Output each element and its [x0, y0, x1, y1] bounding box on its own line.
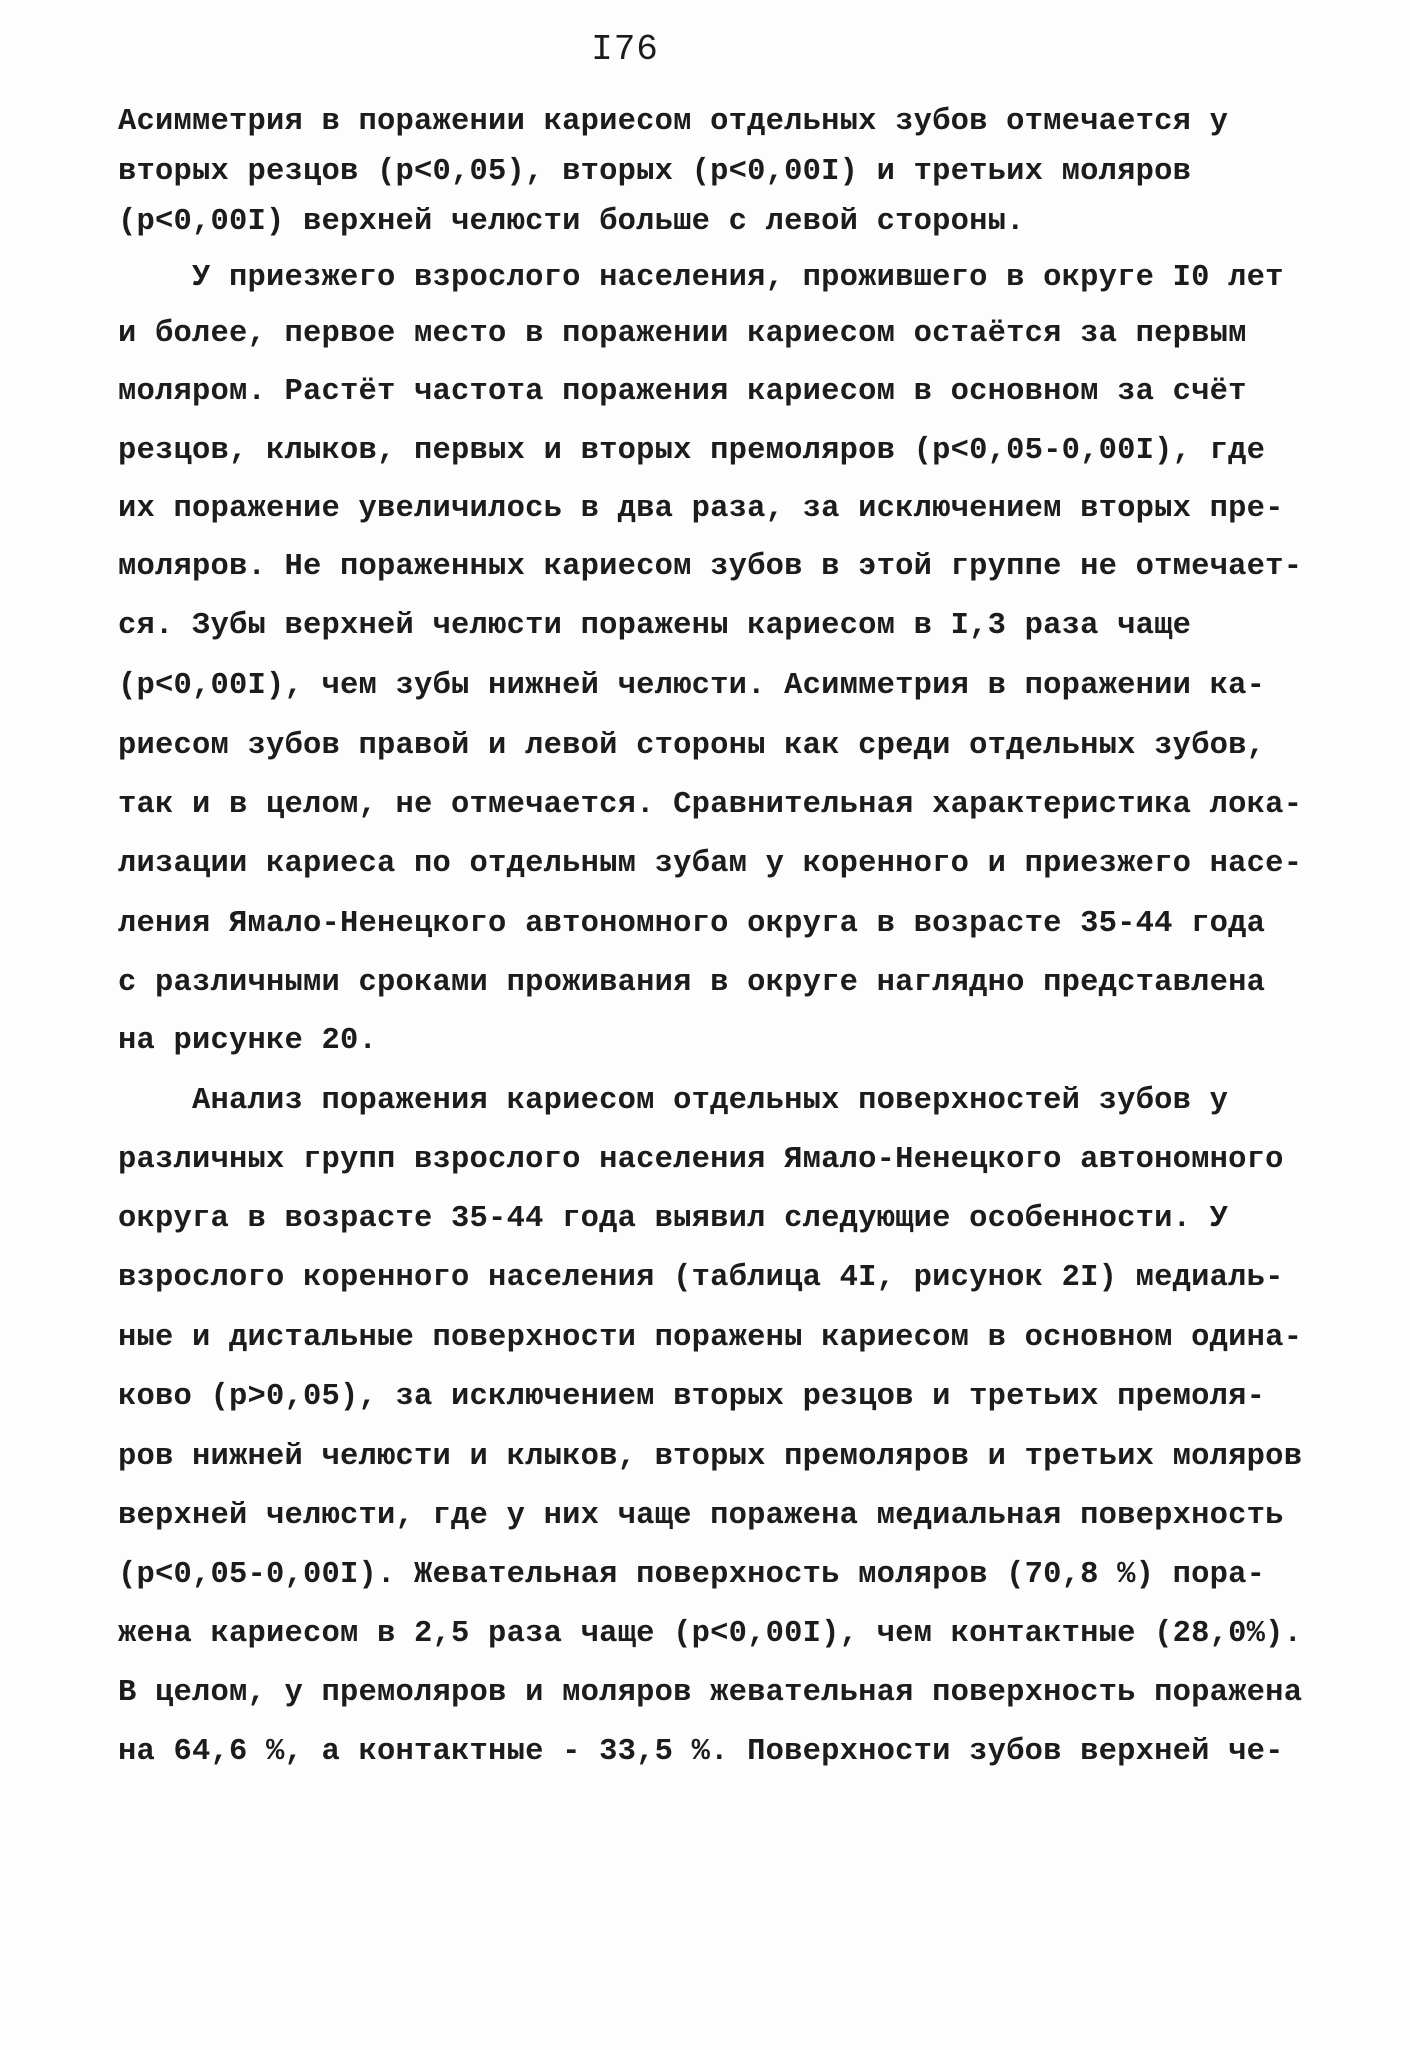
text-line: риесом зубов правой и левой стороны как среди отдельных зубов, [118, 729, 1266, 763]
text-line: В целом, у премоляров и моляров жевательная поверхность поражена [118, 1676, 1303, 1710]
text-line: взрослого коренного населения (таблица 4I, рисунок 2I) медиаль- [118, 1261, 1284, 1295]
text-line: с различными сроками проживания в округе наглядно представлена [118, 966, 1266, 1000]
text-line: вторых резцов (p<0,05), вторых (p<0,00I) и третьих моляров [118, 155, 1192, 189]
text-line: (p<0,00I) верхней челюсти больше с левой стороны. [118, 205, 1025, 239]
text-line: их поражение увеличилось в два раза, за исключением вторых пре- [118, 492, 1284, 526]
text-line: моляром. Растёт частота поражения кариесом в основном за счёт [118, 375, 1247, 409]
text-line: на рисунке 20. [118, 1024, 378, 1058]
text-line: верхней челюсти, где у них чаще поражена медиальная поверхность [118, 1499, 1284, 1533]
text-line: так и в целом, не отмечается. Сравнительная характеристика лока- [118, 788, 1303, 822]
text-line: У приезжего взрослого населения, прожившего в округе I0 лет [118, 261, 1284, 295]
page-number: I76 [591, 29, 659, 70]
text-line: Анализ поражения кариесом отдельных поверхностей зубов у [118, 1084, 1229, 1118]
text-line: (p<0,00I), чем зубы нижней челюсти. Асимметрия в поражении ка- [118, 669, 1266, 703]
text-line: округа в возрасте 35-44 года выявил следующие особенности. У [118, 1202, 1229, 1236]
text-line: ся. Зубы верхней челюсти поражены кариесом в I,3 раза чаще [118, 609, 1192, 643]
text-line: ково (p>0,05), за исключением вторых резцов и третьих премоля- [118, 1380, 1266, 1414]
text-line: ные и дистальные поверхности поражены кариесом в основном одина- [118, 1321, 1303, 1355]
text-line: (p<0,05-0,00I). Жевательная поверхность моляров (70,8 %) пора- [118, 1558, 1266, 1592]
text-line: ления Ямало-Ненецкого автономного округа в возрасте 35-44 года [118, 907, 1266, 941]
text-line: и более, первое место в поражении кариесом остаётся за первым [118, 317, 1247, 351]
text-line: лизации кариеса по отдельным зубам у коренного и приезжего насе- [118, 847, 1303, 881]
text-line: различных групп взрослого населения Ямало-Ненецкого автономного [118, 1143, 1284, 1177]
text-line: Асимметрия в поражении кариесом отдельных зубов отмечается у [118, 105, 1229, 139]
text-line: на 64,6 %, а контактные - 33,5 %. Поверхности зубов верхней че- [118, 1735, 1284, 1769]
text-line: жена кариесом в 2,5 раза чаще (p<0,00I), чем контактные (28,0%). [118, 1617, 1303, 1651]
text-line: резцов, клыков, первых и вторых премоляров (p<0,05-0,00I), где [118, 434, 1266, 468]
text-line: моляров. Не пораженных кариесом зубов в этой группе не отмечает- [118, 550, 1303, 584]
text-line: ров нижней челюсти и клыков, вторых премоляров и третьих моляров [118, 1440, 1303, 1474]
